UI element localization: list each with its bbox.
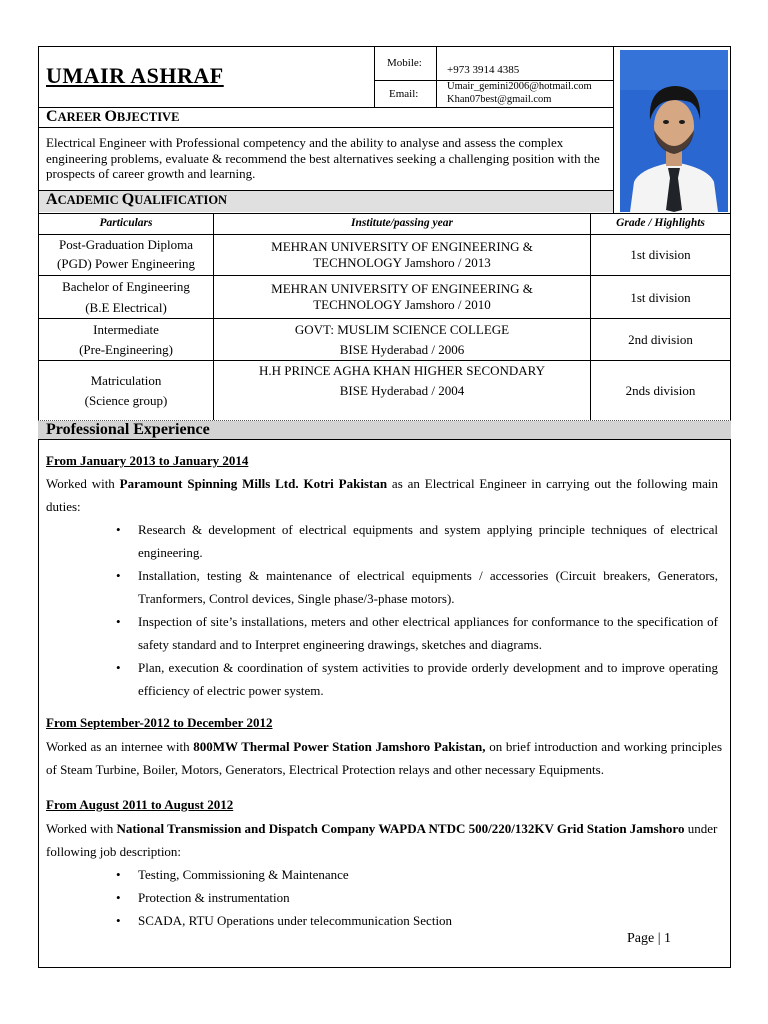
table-row [39, 235, 213, 273]
page-number: Page | 1 [627, 931, 672, 946]
email-value-primary: Umair_gemini2006@hotmail.com [447, 81, 592, 92]
professional-experience-heading: Professional Experience [46, 421, 210, 438]
table-header-particulars: Particulars [99, 217, 153, 229]
person-portrait-icon [620, 50, 728, 212]
list-item: • Protection & instrumentation [138, 886, 718, 909]
email-label: Email: [389, 88, 419, 100]
table-row [39, 320, 213, 359]
institute-cell [214, 239, 590, 271]
institute-cell [214, 281, 590, 313]
institute-line: BISE Hyderabad / 2006 [339, 342, 465, 357]
institute-line: BISE Hyderabad / 2004 [339, 383, 465, 398]
mobile-value: +973 3914 4385 [447, 64, 520, 76]
bullet-icon: • [116, 660, 121, 675]
institute-line: MEHRAN UNIVERSITY OF ENGINEERING & [271, 281, 533, 296]
job-intro: Worked as an internee with 800MW Thermal Power Station Jamshoro Pakistan, on brief introduction and working principles of Steam Turbine, Boiler, Motors, Generators, Electrical Protection relays and other necessary Equipments. [46, 739, 723, 777]
job-duties-list [116, 863, 718, 932]
email-value-secondary: Khan07best@gmail.com [447, 94, 552, 105]
academic-qualification-heading: ACADEMIC QUALIFICATION [46, 191, 228, 208]
institute-line: H.H PRINCE AGHA KHAN HIGHER SECONDARY [258, 363, 546, 378]
table-row [39, 371, 213, 410]
particular-line: Matriculation [90, 373, 162, 388]
table-row [39, 277, 213, 317]
bullet-icon: • [116, 867, 121, 882]
job-intro: Worked with National Transmission and Dispatch Company WAPDA NTDC 500/220/132KV Grid Station Jamshoro under following job description: [46, 821, 718, 859]
job-period: From September-2012 to December 2012 [46, 715, 273, 730]
bullet-icon: • [116, 890, 121, 905]
particular-line: (PGD) Power Engineering [57, 256, 195, 271]
particular-line: Intermediate [93, 322, 159, 337]
job-intro: Worked with Paramount Spinning Mills Ltd. Kotri Pakistan as an Electrical Engineer in carrying out the following main duties: [46, 476, 718, 514]
grade-cell: 1st division [630, 290, 691, 305]
particular-line: (Science group) [84, 393, 168, 408]
career-objective-text: Electrical Engineer with Professional competency and the ability to analyse and assess the complex engineering problems, evaluate & recommend the best alternatives seeking a challenging position with the prospects of career growth and learning. [46, 135, 600, 181]
mobile-label: Mobile: [387, 57, 422, 69]
particular-line: Bachelor of Engineering [62, 279, 190, 294]
grade-cell: 2nds division [625, 383, 696, 398]
job-duties-list [116, 518, 718, 702]
job-period: From January 2013 to January 2014 [46, 453, 249, 468]
institute-cell [214, 320, 590, 359]
particular-line: Post-Graduation Diploma [59, 237, 193, 252]
list-item: • Inspection of site’s installations, meters and other electrical appliances for conformance to the specification of safety standard and to Interpret engineering drawings, sketches and diagrams. [138, 610, 718, 656]
grade-cell: 2nd division [628, 332, 693, 347]
candidate-name: UMAIR ASHRAF [46, 63, 224, 88]
grade-cell: 1st division [630, 247, 691, 262]
bullet-icon: • [116, 913, 121, 928]
institute-line: TECHNOLOGY Jamshoro / 2013 [313, 255, 491, 270]
career-objective-heading: CAREER OBJECTIVE [46, 108, 180, 125]
institute-line: MEHRAN UNIVERSITY OF ENGINEERING & [271, 239, 533, 254]
list-item: • Testing, Commissioning & Maintenance [138, 863, 718, 886]
particular-line: (B.E Electrical) [85, 300, 167, 315]
job-period: From August 2011 to August 2012 [46, 797, 234, 812]
institute-line: TECHNOLOGY Jamshoro / 2010 [313, 297, 491, 312]
bullet-icon: • [116, 522, 121, 537]
list-item: • Research & development of electrical equipments and system applying principle techniques of electrical engineering. [138, 518, 718, 564]
table-header-grade: Grade / Highlights [616, 217, 705, 229]
bullet-icon: • [116, 614, 121, 629]
institute-line: GOVT: MUSLIM SCIENCE COLLEGE [294, 322, 510, 337]
profile-photo [620, 50, 728, 212]
list-item: • SCADA, RTU Operations under telecommunication Section [138, 909, 718, 932]
list-item: • Plan, execution & coordination of system activities to provide orderly development and to improve operating efficiency of electric power system. [138, 656, 718, 702]
particular-line: (Pre-Engineering) [79, 342, 173, 357]
list-item: • Installation, testing & maintenance of electrical equipments / accessories (Circuit breakers, Generators, Tranformers, Control devices, Single phase/3-phase motors). [138, 564, 718, 610]
table-header-institute: Institute/passing year [351, 217, 453, 229]
institute-cell [214, 361, 590, 400]
bullet-icon: • [116, 568, 121, 583]
